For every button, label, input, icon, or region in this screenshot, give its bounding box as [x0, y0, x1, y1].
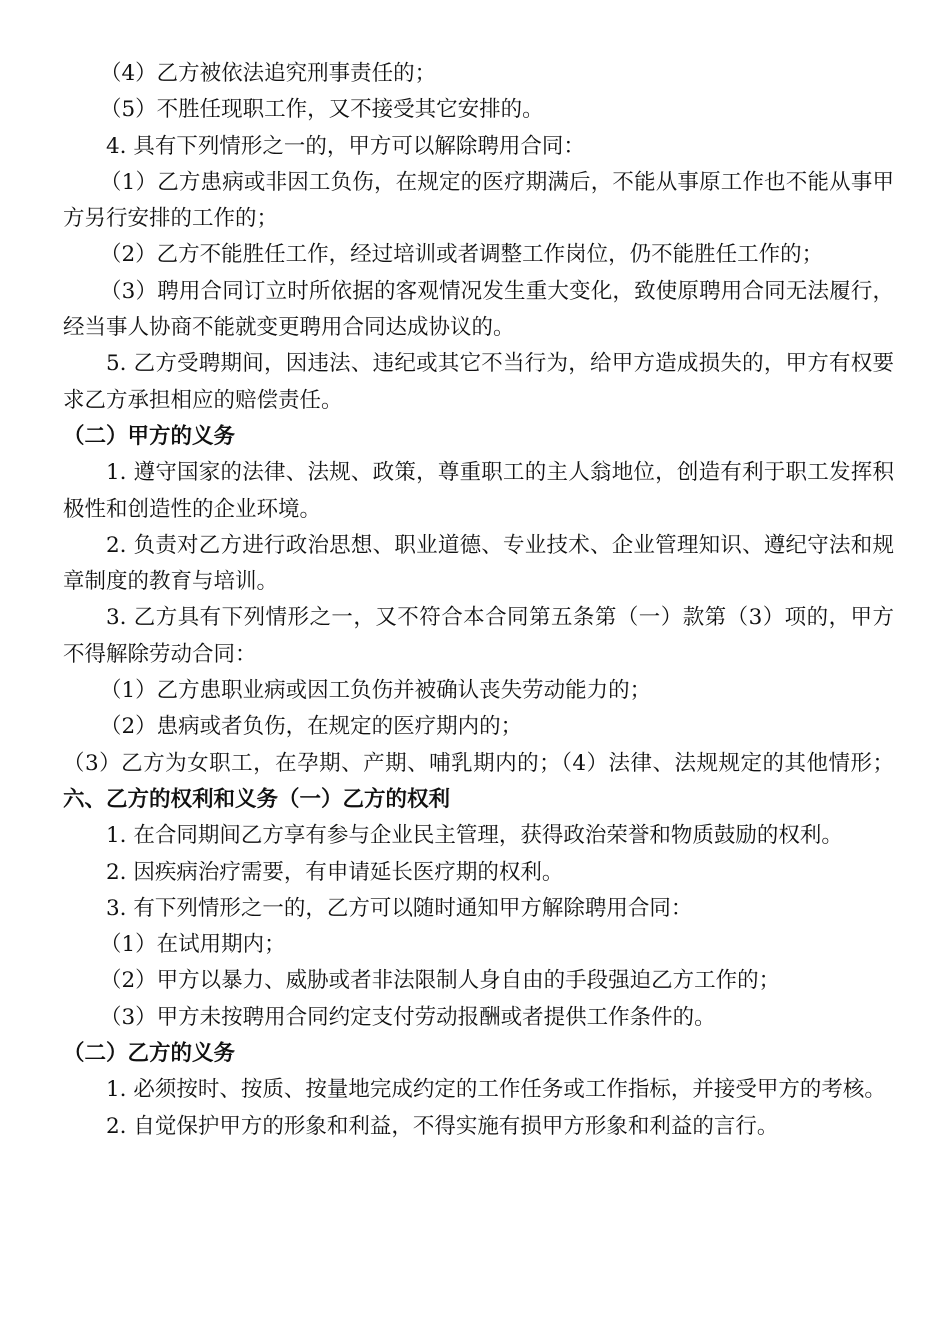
clause-paragraph: 3. 乙方具有下列情形之一，又不符合本合同第五条第（一）款第（3）项的，甲方不得解除劳动合同： [63, 605, 894, 667]
clause-paragraph: 2. 自觉保护甲方的形象和利益，不得实施有损甲方形象和利益的言行。 [106, 1113, 779, 1139]
mixed-paragraph-text: （3）乙方为女职工，在孕期、产期、哺乳期内的；（4）法律、法规规定的其他情形； [63, 750, 894, 776]
clause-paragraph: 1. 遵守国家的法律、法规、政策，尊重职工的主人翁地位，创造有利于职工发挥积极性和创造性的企业环境。 [63, 460, 894, 522]
clause-item: （1）乙方患病或非因工负伤，在规定的医疗期满后，不能从事原工作也不能从事甲方另行安排的工作的； [63, 169, 894, 232]
section-heading-inline: 六、乙方的权利和义务（一）乙方的权利 [63, 786, 451, 812]
clause-paragraph: 1. 必须按时、按质、按量地完成约定的工作任务或工作指标，并接受甲方的考核。 [106, 1077, 886, 1103]
clause-item: （3）聘用合同订立时所依据的客观情况发生重大变化，致使原聘用合同无法履行，经当事人协商不能就变更聘用合同达成协议的。 [63, 278, 894, 341]
section-heading: （二）甲方的义务 [63, 423, 236, 449]
clause-item: （5）不胜任现职工作，又不接受其它安排的。 [100, 97, 544, 123]
clause-item: （2）乙方不能胜任工作，经过培训或者调整工作岗位，仍不能胜任工作的； [100, 242, 824, 268]
clause-paragraph: 2. 负责对乙方进行政治思想、职业道德、专业技术、企业管理知识、遵纪守法和规章制度的教育与培训。 [63, 532, 894, 595]
clause-paragraph: 4. 具有下列情形之一的，甲方可以解除聘用合同： [106, 133, 585, 159]
clause-item: （4）乙方被依法追究刑事责任的； [100, 61, 437, 86]
mixed-paragraph [63, 746, 894, 819]
clause-item: （1）在试用期内； [100, 932, 286, 958]
clause-paragraph: 2. 因疾病治疗需要，有申请延长医疗期的权利。 [106, 859, 564, 885]
clause-item: （2）甲方以暴力、威胁或者非法限制人身自由的手段强迫乙方工作的； [100, 968, 781, 994]
clause-paragraph: 3. 有下列情形之一的，乙方可以随时通知甲方解除聘用合同： [106, 895, 693, 921]
clause-item: （3）甲方未按聘用合同约定支付劳动报酬或者提供工作条件的。 [100, 1004, 716, 1030]
clause-item: （1）乙方患职业病或因工负伤并被确认丧失劳动能力的； [100, 678, 652, 704]
clause-paragraph: 1. 在合同期间乙方享有参与企业民主管理，获得政治荣誉和物质鼓励的权利。 [106, 823, 843, 849]
section-heading: （二）乙方的义务 [63, 1041, 236, 1067]
clause-item: （2）患病或者负伤，在规定的医疗期内的； [100, 714, 523, 740]
clause-paragraph: 5. 乙方受聘期间，因违法、违纪或其它不当行为，给甲方造成损失的，甲方有权要求乙方承担相应的赔偿责任。 [63, 351, 894, 413]
